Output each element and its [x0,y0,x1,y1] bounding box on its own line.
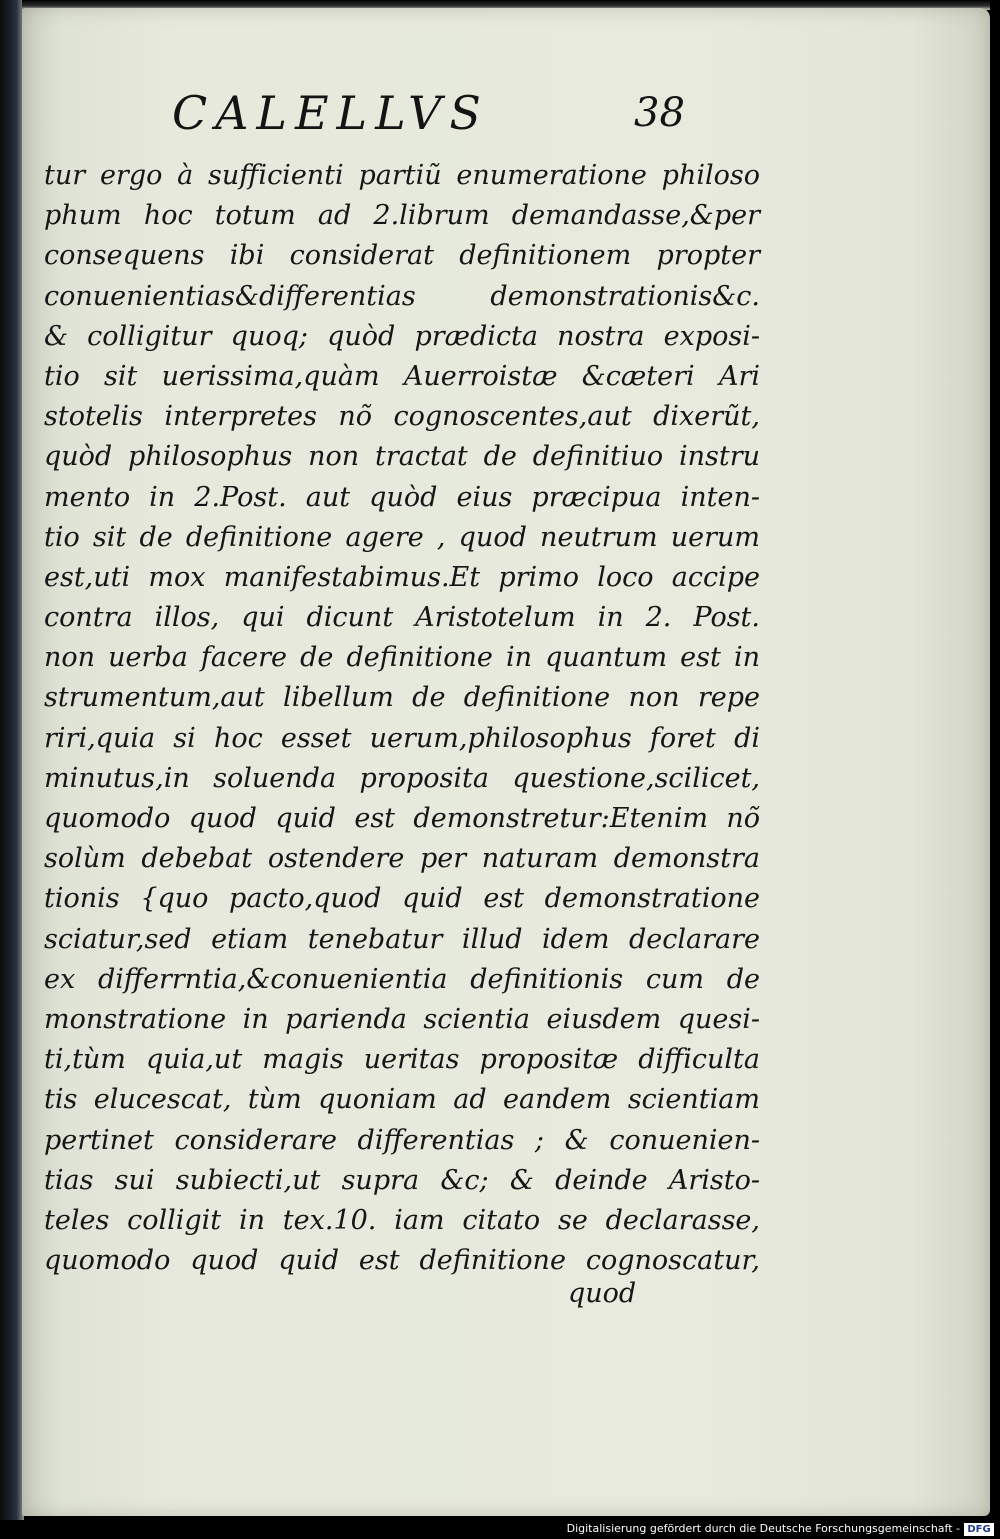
text-line: contra illos, qui dicunt Aristotelum in 2. Post. [44,602,760,634]
running-head: CALELLVS [172,86,489,140]
text-line: monstratione in parienda scientia eiusdem quesi- [44,1003,760,1035]
text-line: minutus,in soluenda proposita questione,scilicet, [44,762,760,794]
text-line: tio sit uerissima,quàm Auerroistæ &cæteri Ari [44,360,760,392]
funding-credit: Digitalisierung gefördert durch die Deutsche Forschungsgemeinschaft - [566,1522,960,1535]
page-header [22,86,990,156]
book-page [22,8,990,1516]
text-line: est,uti mox manifestabimus.Et primo loco accipe [44,561,760,593]
text-line: pertinet considerare differentias ; & conuenien- [44,1124,760,1156]
text-line: phum hoc totum ad 2.librum demandasse,&per [44,200,760,232]
dfg-logo: DFG [964,1523,994,1536]
book-spine [0,0,24,1520]
text-line: solùm debebat ostendere per naturam demonstra [44,843,760,875]
text-line: tur ergo à sufficienti partiũ enumeratione philoso [44,160,760,191]
text-line: quomodo quod quid est definitione cognoscatur, [44,1245,760,1277]
text-line: tio sit de definitione agere , quod neutrum uerum [44,521,760,553]
text-line: mento in 2.Post. aut quòd eius præcipua inten- [44,481,760,513]
text-line: sciatur,sed etiam tenebatur illud idem declarare [44,923,760,955]
text-line: quomodo quod quid est demonstretur:Etenim nõ [44,803,760,834]
text-line: & colligitur quoq; quòd prædicta nostra exposi- [44,320,760,352]
page-number: 38 [634,90,685,136]
text-line: ex differrntia,&conuenientia definitionis cum de [44,963,760,995]
text-line: stotelis interpretes nõ cognoscentes,aut dixerũt, [44,401,760,433]
text-line: teles colligit in tex.10. iam citato se declarasse, [44,1204,760,1236]
text-line: tis elucescat, tùm quoniam ad eandem scientiam [44,1084,760,1116]
text-line: tionis {quo pacto,quod quid est demonstratione [44,883,760,915]
text-line: strumentum,aut libellum de definitione non repe [44,682,760,714]
body-text [44,156,760,1281]
text-line: consequens ibi considerat definitionem propter [44,240,760,272]
text-line: riri,quia si hoc esset uerum,philosophus foret di [44,722,760,754]
text-line: tias sui subiecti,ut supra &c; & deinde Aristo- [44,1164,760,1196]
catchword: quod [568,1278,637,1309]
text-line: conuenientias&differentias demonstrationis&c. [44,280,760,312]
text-line: non uerba facere de definitione in quantum est in [44,642,760,674]
text-line: ti,tùm quia,ut magis ueritas propositæ difficulta [44,1044,760,1076]
text-line: quòd philosophus non tractat de definitiuo instru [44,441,760,473]
